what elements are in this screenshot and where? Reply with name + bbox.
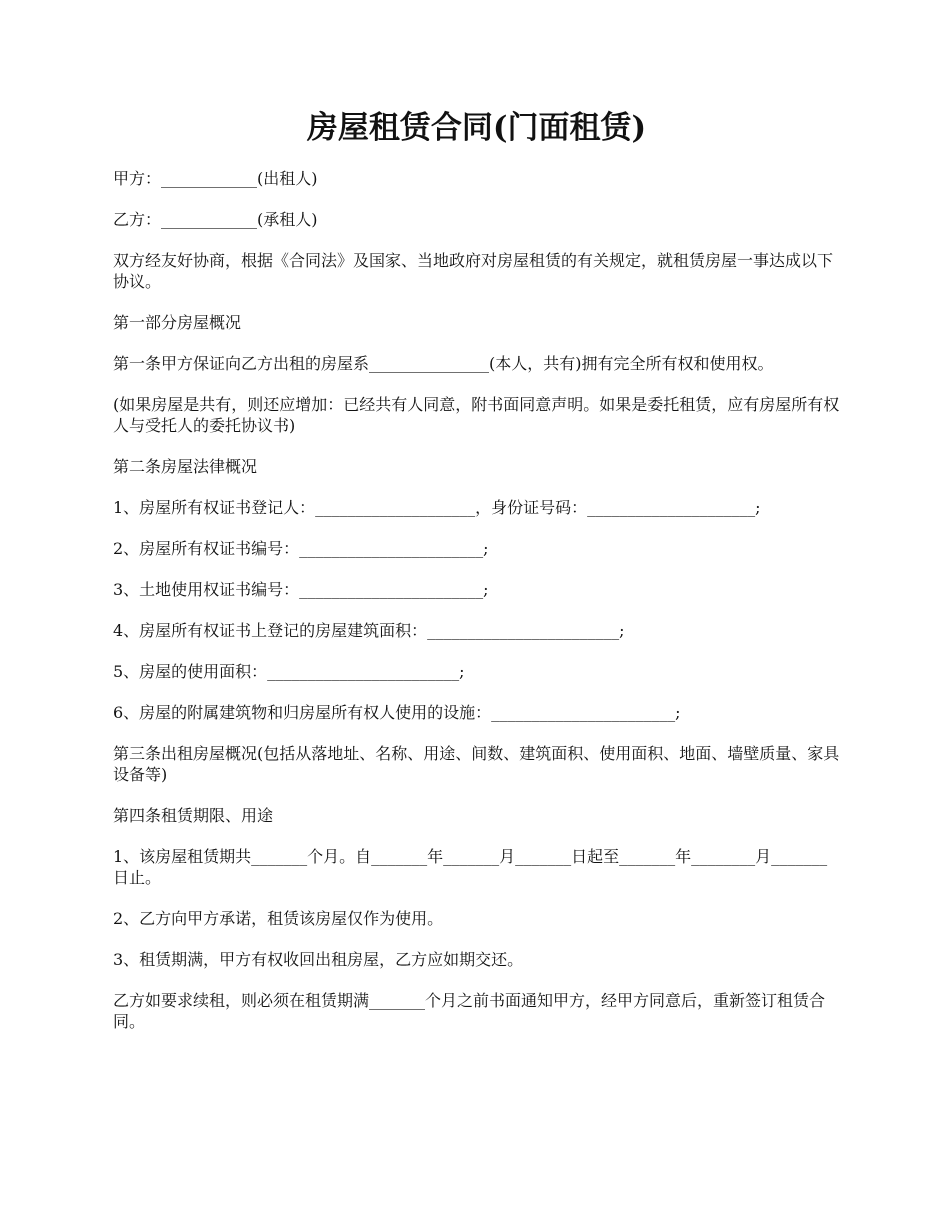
legal-item-6: 6、房屋的附属建筑物和归房屋所有权人使用的设施：_______________________; bbox=[113, 703, 681, 723]
legal-item-5: 5、房屋的使用面积：________________________; bbox=[113, 662, 465, 682]
term-item-2: 2、乙方向甲方承诺，租赁该房屋仅作为使用。 bbox=[113, 909, 444, 929]
document-title: 房屋租赁合同(门面租赁) bbox=[306, 110, 647, 146]
section-heading-part-one: 第一部分房屋概况 bbox=[113, 313, 242, 333]
term-item-3: 3、租赁期满，甲方有权收回出租房屋，乙方应如期交还。 bbox=[113, 950, 524, 970]
article-four-heading: 第四条租赁期限、用途 bbox=[113, 806, 274, 826]
renewal-paragraph: 乙方如要求续租，则必须在租赁期满_______个月之前书面通知甲方，经甲方同意后，重新签订租赁合同。 bbox=[113, 991, 826, 1032]
party-b-line: 乙方：____________(承租人) bbox=[113, 210, 318, 230]
legal-item-4: 4、房屋所有权证书上登记的房屋建筑面积：________________________; bbox=[113, 621, 625, 641]
legal-item-3: 3、土地使用权证书编号：_______________________; bbox=[113, 580, 489, 600]
preamble-paragraph: 双方经友好协商，根据《合同法》及国家、当地政府对房屋租赁的有关规定，就租赁房屋一事达成以下协议。 bbox=[113, 251, 834, 292]
term-item-1: 1、该房屋租赁期共_______个月。自_______年_______月_______日起至_______年________月_______日止。 bbox=[113, 847, 828, 888]
legal-item-1: 1、房屋所有权证书登记人：____________________，身份证号码：_____________________; bbox=[113, 498, 761, 518]
party-a-line: 甲方：____________(出租人) bbox=[113, 169, 318, 189]
co-ownership-note-paragraph: (如果房屋是共有，则还应增加：已经共有人同意，附书面同意声明。如果是委托租赁，应有房屋所有权人与受托人的委托协议书) bbox=[113, 395, 840, 436]
article-one-paragraph: 第一条甲方保证向乙方出租的房屋系_______________(本人，共有)拥有完全所有权和使用权。 bbox=[113, 354, 774, 374]
legal-item-2: 2、房屋所有权证书编号：_______________________; bbox=[113, 539, 489, 559]
article-three-paragraph: 第三条出租房屋概况(包括从落地址、名称、用途、间数、建筑面积、使用面积、地面、墙壁质量、家具设备等) bbox=[113, 744, 840, 785]
article-two-heading: 第二条房屋法律概况 bbox=[113, 457, 258, 477]
